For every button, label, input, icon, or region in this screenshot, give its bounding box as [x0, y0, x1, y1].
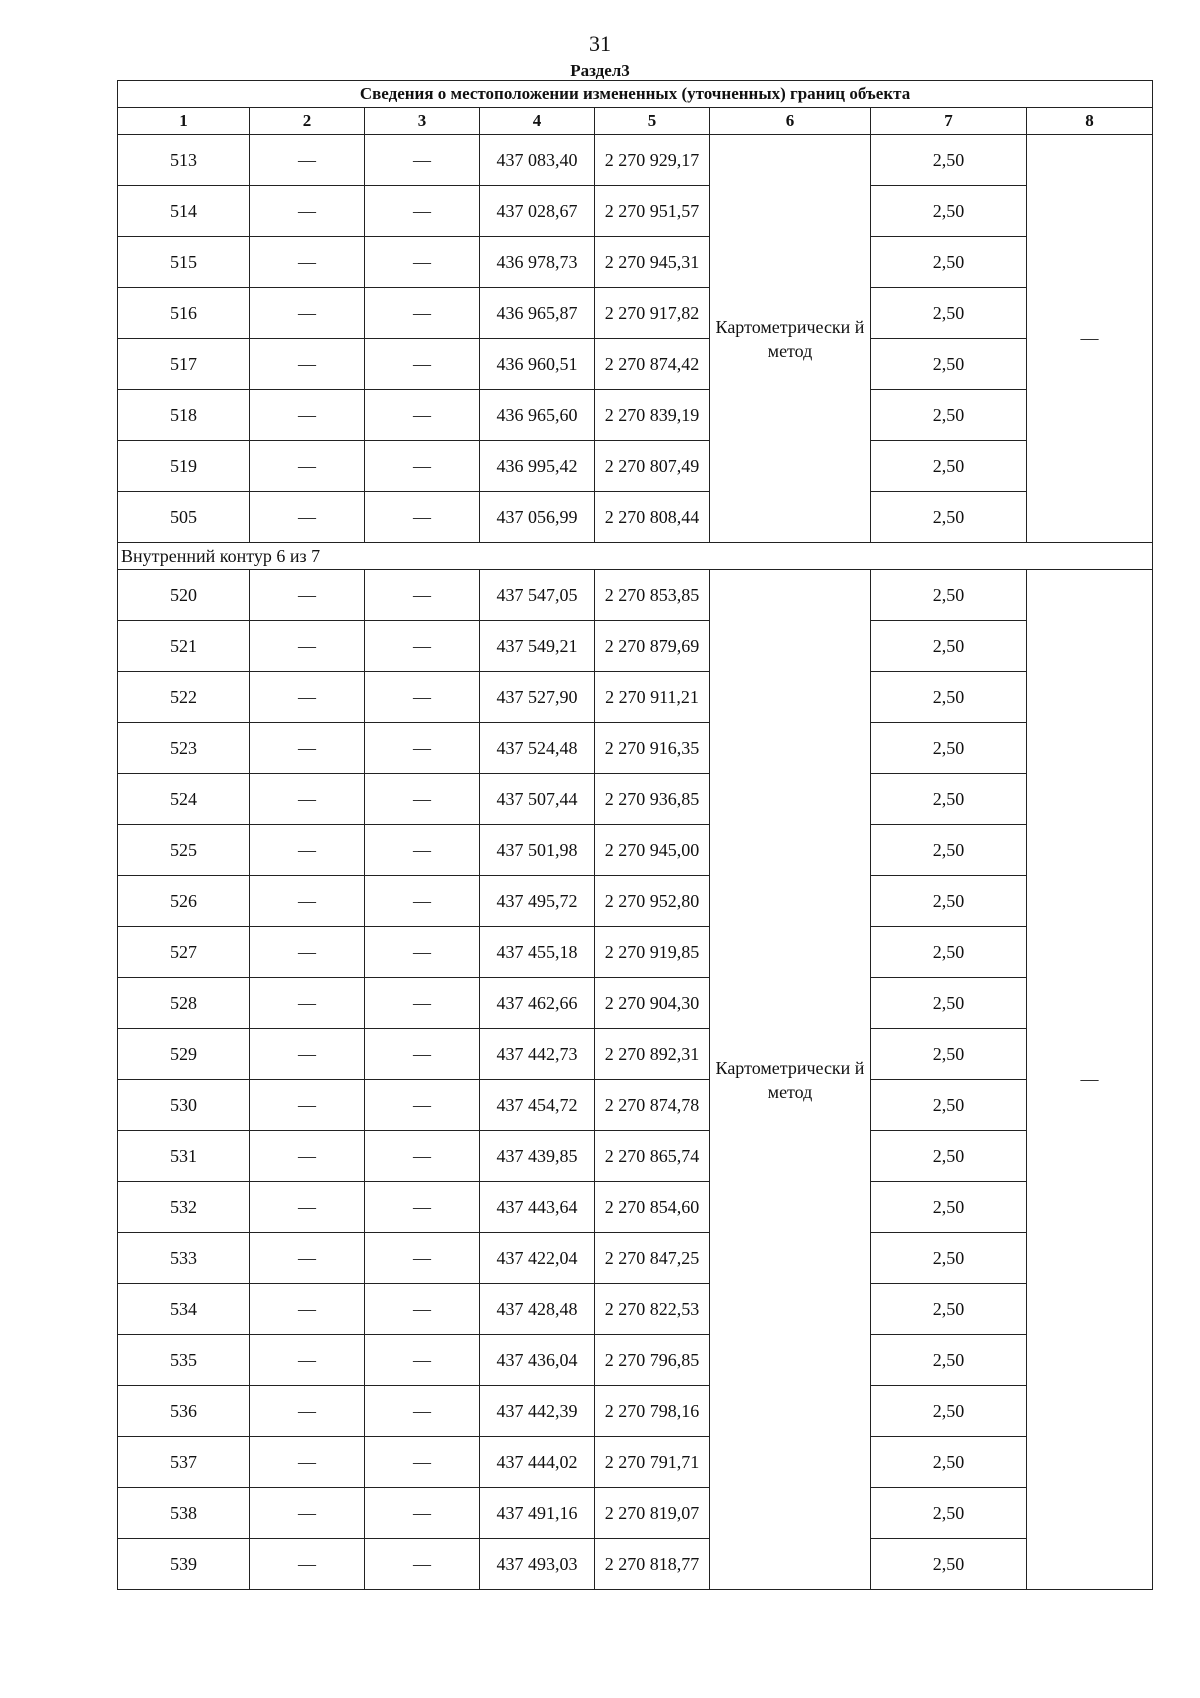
- x-coordinate-cell: 437 524,48: [480, 723, 595, 774]
- x-coordinate-cell: 437 547,05: [480, 570, 595, 621]
- dash-cell: —: [250, 723, 365, 774]
- table-row: [118, 570, 1153, 621]
- y-coordinate-cell: 2 270 874,78: [595, 1080, 710, 1131]
- x-coordinate-cell: 437 454,72: [480, 1080, 595, 1131]
- dash-cell: —: [250, 1131, 365, 1182]
- dash-cell: —: [250, 1233, 365, 1284]
- column-number: 5: [595, 108, 710, 135]
- point-number-cell: 517: [118, 339, 250, 390]
- x-coordinate-cell: 436 965,87: [480, 288, 595, 339]
- y-coordinate-cell: 2 270 917,82: [595, 288, 710, 339]
- dash-cell: —: [365, 1437, 480, 1488]
- point-number-cell: 520: [118, 570, 250, 621]
- page-number: 31: [589, 31, 611, 56]
- dash-cell: —: [365, 978, 480, 1029]
- column-8-cell: —: [1027, 570, 1153, 1590]
- y-coordinate-cell: 2 270 854,60: [595, 1182, 710, 1233]
- dash-cell: —: [365, 237, 480, 288]
- dash-cell: —: [250, 1386, 365, 1437]
- column-number: 2: [250, 108, 365, 135]
- column-number: 3: [365, 108, 480, 135]
- dash-cell: —: [365, 774, 480, 825]
- dash-cell: —: [250, 672, 365, 723]
- accuracy-cell: 2,50: [871, 339, 1027, 390]
- x-coordinate-cell: 437 493,03: [480, 1539, 595, 1590]
- dash-cell: —: [365, 1335, 480, 1386]
- y-coordinate-cell: 2 270 945,00: [595, 825, 710, 876]
- accuracy-cell: 2,50: [871, 390, 1027, 441]
- table-row: [118, 1539, 1153, 1590]
- table-body: [118, 81, 1153, 1590]
- dash-cell: —: [365, 441, 480, 492]
- dash-cell: —: [250, 1182, 365, 1233]
- y-coordinate-cell: 2 270 916,35: [595, 723, 710, 774]
- table-row: [118, 441, 1153, 492]
- table-row: [118, 1131, 1153, 1182]
- y-coordinate-cell: 2 270 798,16: [595, 1386, 710, 1437]
- accuracy-cell: 2,50: [871, 492, 1027, 543]
- dash-cell: —: [365, 1284, 480, 1335]
- y-coordinate-cell: 2 270 839,19: [595, 390, 710, 441]
- dash-cell: —: [250, 825, 365, 876]
- y-coordinate-cell: 2 270 879,69: [595, 621, 710, 672]
- x-coordinate-cell: 436 965,60: [480, 390, 595, 441]
- accuracy-cell: 2,50: [871, 1080, 1027, 1131]
- accuracy-cell: 2,50: [871, 1284, 1027, 1335]
- y-coordinate-cell: 2 270 952,80: [595, 876, 710, 927]
- column-8-cell: —: [1027, 135, 1153, 543]
- dash-cell: —: [365, 570, 480, 621]
- accuracy-cell: 2,50: [871, 1335, 1027, 1386]
- column-number-row: [118, 108, 1153, 135]
- x-coordinate-cell: 437 501,98: [480, 825, 595, 876]
- dash-cell: —: [250, 135, 365, 186]
- x-coordinate-cell: 437 491,16: [480, 1488, 595, 1539]
- dash-cell: —: [365, 1539, 480, 1590]
- dash-cell: —: [250, 339, 365, 390]
- accuracy-cell: 2,50: [871, 978, 1027, 1029]
- table-row: [118, 186, 1153, 237]
- y-coordinate-cell: 2 270 853,85: [595, 570, 710, 621]
- x-coordinate-cell: 437 495,72: [480, 876, 595, 927]
- table-row: [118, 1437, 1153, 1488]
- x-coordinate-cell: 437 428,48: [480, 1284, 595, 1335]
- point-number-cell: 519: [118, 441, 250, 492]
- accuracy-cell: 2,50: [871, 876, 1027, 927]
- x-coordinate-cell: 437 422,04: [480, 1233, 595, 1284]
- point-number-cell: 505: [118, 492, 250, 543]
- method-cell: Картометрически й метод: [710, 570, 871, 1590]
- y-coordinate-cell: 2 270 911,21: [595, 672, 710, 723]
- accuracy-cell: 2,50: [871, 288, 1027, 339]
- point-number-cell: 532: [118, 1182, 250, 1233]
- table-row: [118, 390, 1153, 441]
- table-row: [118, 978, 1153, 1029]
- accuracy-cell: 2,50: [871, 1029, 1027, 1080]
- accuracy-cell: 2,50: [871, 723, 1027, 774]
- y-coordinate-cell: 2 270 807,49: [595, 441, 710, 492]
- accuracy-cell: 2,50: [871, 1182, 1027, 1233]
- point-number-cell: 539: [118, 1539, 250, 1590]
- table-row: [118, 1080, 1153, 1131]
- point-number-cell: 534: [118, 1284, 250, 1335]
- point-number-cell: 522: [118, 672, 250, 723]
- point-number-cell: 513: [118, 135, 250, 186]
- table-row: [118, 1335, 1153, 1386]
- y-coordinate-cell: 2 270 865,74: [595, 1131, 710, 1182]
- x-coordinate-cell: 437 442,39: [480, 1386, 595, 1437]
- method-cell: Картометрически й метод: [710, 135, 871, 543]
- accuracy-cell: 2,50: [871, 186, 1027, 237]
- x-coordinate-cell: 436 960,51: [480, 339, 595, 390]
- table-row: [118, 927, 1153, 978]
- dash-cell: —: [250, 1284, 365, 1335]
- table-row: [118, 1386, 1153, 1437]
- y-coordinate-cell: 2 270 919,85: [595, 927, 710, 978]
- y-coordinate-cell: 2 270 945,31: [595, 237, 710, 288]
- point-number-cell: 538: [118, 1488, 250, 1539]
- contour-label: Внутренний контур 6 из 7: [118, 543, 1153, 570]
- dash-cell: —: [365, 390, 480, 441]
- accuracy-cell: 2,50: [871, 1233, 1027, 1284]
- x-coordinate-cell: 437 462,66: [480, 978, 595, 1029]
- x-coordinate-cell: 437 439,85: [480, 1131, 595, 1182]
- table-row: [118, 135, 1153, 186]
- point-number-cell: 514: [118, 186, 250, 237]
- table-row: [118, 237, 1153, 288]
- table-row: [118, 492, 1153, 543]
- accuracy-cell: 2,50: [871, 621, 1027, 672]
- section-label: Раздел3: [570, 61, 630, 80]
- point-number-cell: 533: [118, 1233, 250, 1284]
- x-coordinate-cell: 437 028,67: [480, 186, 595, 237]
- dash-cell: —: [365, 1131, 480, 1182]
- table-row: [118, 672, 1153, 723]
- dash-cell: —: [250, 237, 365, 288]
- dash-cell: —: [365, 492, 480, 543]
- point-number-cell: 530: [118, 1080, 250, 1131]
- y-coordinate-cell: 2 270 904,30: [595, 978, 710, 1029]
- accuracy-cell: 2,50: [871, 441, 1027, 492]
- point-number-cell: 525: [118, 825, 250, 876]
- point-number-cell: 518: [118, 390, 250, 441]
- accuracy-cell: 2,50: [871, 1488, 1027, 1539]
- point-number-cell: 528: [118, 978, 250, 1029]
- table-row: [118, 774, 1153, 825]
- dash-cell: —: [250, 1335, 365, 1386]
- x-coordinate-cell: 437 527,90: [480, 672, 595, 723]
- dash-cell: —: [250, 1488, 365, 1539]
- dash-cell: —: [250, 621, 365, 672]
- point-number-cell: 526: [118, 876, 250, 927]
- y-coordinate-cell: 2 270 936,85: [595, 774, 710, 825]
- column-number: 7: [871, 108, 1027, 135]
- contour-row: [118, 543, 1153, 570]
- point-number-cell: 535: [118, 1335, 250, 1386]
- table-row: [118, 1284, 1153, 1335]
- table-row: [118, 723, 1153, 774]
- point-number-cell: 524: [118, 774, 250, 825]
- point-number-cell: 523: [118, 723, 250, 774]
- y-coordinate-cell: 2 270 847,25: [595, 1233, 710, 1284]
- dash-cell: —: [365, 672, 480, 723]
- x-coordinate-cell: 437 444,02: [480, 1437, 595, 1488]
- x-coordinate-cell: 437 507,44: [480, 774, 595, 825]
- x-coordinate-cell: 437 549,21: [480, 621, 595, 672]
- accuracy-cell: 2,50: [871, 1539, 1027, 1590]
- x-coordinate-cell: 436 995,42: [480, 441, 595, 492]
- y-coordinate-cell: 2 270 951,57: [595, 186, 710, 237]
- table-row: [118, 1488, 1153, 1539]
- dash-cell: —: [250, 1437, 365, 1488]
- table-row: [118, 1182, 1153, 1233]
- point-number-cell: 516: [118, 288, 250, 339]
- column-number: 4: [480, 108, 595, 135]
- dash-cell: —: [250, 978, 365, 1029]
- accuracy-cell: 2,50: [871, 570, 1027, 621]
- accuracy-cell: 2,50: [871, 1386, 1027, 1437]
- y-coordinate-cell: 2 270 874,42: [595, 339, 710, 390]
- x-coordinate-cell: 437 442,73: [480, 1029, 595, 1080]
- table-row: [118, 825, 1153, 876]
- x-coordinate-cell: 437 436,04: [480, 1335, 595, 1386]
- dash-cell: —: [250, 441, 365, 492]
- column-number: 6: [710, 108, 871, 135]
- table-row: [118, 288, 1153, 339]
- dash-cell: —: [365, 1488, 480, 1539]
- y-coordinate-cell: 2 270 929,17: [595, 135, 710, 186]
- table-row: [118, 621, 1153, 672]
- accuracy-cell: 2,50: [871, 1437, 1027, 1488]
- accuracy-cell: 2,50: [871, 1131, 1027, 1182]
- dash-cell: —: [250, 186, 365, 237]
- dash-cell: —: [250, 288, 365, 339]
- x-coordinate-cell: 437 056,99: [480, 492, 595, 543]
- y-coordinate-cell: 2 270 796,85: [595, 1335, 710, 1386]
- table-title: Сведения о местоположении измененных (уточненных) границ объекта: [118, 81, 1153, 108]
- dash-cell: —: [365, 135, 480, 186]
- table-title-row: [118, 81, 1153, 108]
- accuracy-cell: 2,50: [871, 774, 1027, 825]
- accuracy-cell: 2,50: [871, 825, 1027, 876]
- column-number: 8: [1027, 108, 1153, 135]
- y-coordinate-cell: 2 270 808,44: [595, 492, 710, 543]
- dash-cell: —: [365, 723, 480, 774]
- dash-cell: —: [365, 288, 480, 339]
- point-number-cell: 536: [118, 1386, 250, 1437]
- dash-cell: —: [365, 825, 480, 876]
- point-number-cell: 531: [118, 1131, 250, 1182]
- dash-cell: —: [365, 186, 480, 237]
- dash-cell: —: [365, 1080, 480, 1131]
- dash-cell: —: [365, 1182, 480, 1233]
- point-number-cell: 527: [118, 927, 250, 978]
- dash-cell: —: [250, 1539, 365, 1590]
- accuracy-cell: 2,50: [871, 135, 1027, 186]
- point-number-cell: 515: [118, 237, 250, 288]
- dash-cell: —: [365, 1233, 480, 1284]
- y-coordinate-cell: 2 270 892,31: [595, 1029, 710, 1080]
- boundary-table: [117, 80, 1153, 1590]
- accuracy-cell: 2,50: [871, 672, 1027, 723]
- accuracy-cell: 2,50: [871, 237, 1027, 288]
- y-coordinate-cell: 2 270 822,53: [595, 1284, 710, 1335]
- table-row: [118, 876, 1153, 927]
- dash-cell: —: [250, 876, 365, 927]
- dash-cell: —: [250, 927, 365, 978]
- column-number: 1: [118, 108, 250, 135]
- x-coordinate-cell: 436 978,73: [480, 237, 595, 288]
- dash-cell: —: [250, 492, 365, 543]
- x-coordinate-cell: 437 455,18: [480, 927, 595, 978]
- y-coordinate-cell: 2 270 819,07: [595, 1488, 710, 1539]
- x-coordinate-cell: 437 443,64: [480, 1182, 595, 1233]
- dash-cell: —: [250, 1029, 365, 1080]
- dash-cell: —: [365, 927, 480, 978]
- dash-cell: —: [250, 390, 365, 441]
- dash-cell: —: [365, 876, 480, 927]
- point-number-cell: 521: [118, 621, 250, 672]
- dash-cell: —: [250, 1080, 365, 1131]
- table-row: [118, 1233, 1153, 1284]
- point-number-cell: 529: [118, 1029, 250, 1080]
- point-number-cell: 537: [118, 1437, 250, 1488]
- dash-cell: —: [365, 1029, 480, 1080]
- dash-cell: —: [250, 774, 365, 825]
- dash-cell: —: [365, 1386, 480, 1437]
- dash-cell: —: [250, 570, 365, 621]
- y-coordinate-cell: 2 270 818,77: [595, 1539, 710, 1590]
- accuracy-cell: 2,50: [871, 927, 1027, 978]
- table-row: [118, 1029, 1153, 1080]
- y-coordinate-cell: 2 270 791,71: [595, 1437, 710, 1488]
- table-row: [118, 339, 1153, 390]
- dash-cell: —: [365, 339, 480, 390]
- dash-cell: —: [365, 621, 480, 672]
- x-coordinate-cell: 437 083,40: [480, 135, 595, 186]
